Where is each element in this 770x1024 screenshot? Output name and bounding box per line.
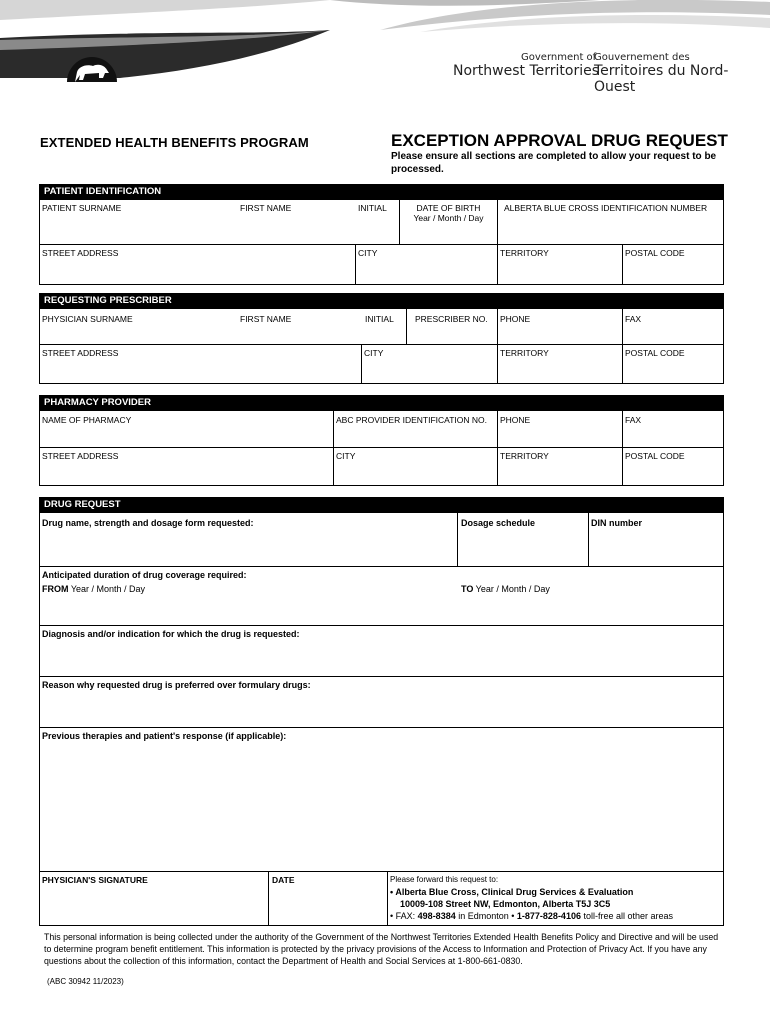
program-title: EXTENDED HEALTH BENEFITS PROGRAM	[40, 135, 309, 150]
pharmacy-territory-label: TERRITORY	[500, 451, 549, 461]
dosage-schedule-field[interactable]	[461, 530, 586, 564]
patient-dob-format: Year / Month / Day	[413, 213, 484, 223]
divider	[622, 410, 623, 486]
prescriber-street-field[interactable]	[42, 358, 358, 382]
physician-initial-field[interactable]	[365, 324, 403, 342]
prescriber-no-field[interactable]	[410, 324, 495, 342]
prescriber-postal-label: POSTAL CODE	[625, 348, 685, 358]
pharmacy-phone-label: PHONE	[500, 415, 531, 425]
prescriber-fax-field[interactable]	[625, 324, 722, 342]
to-label	[461, 584, 550, 594]
patient-first-name-field[interactable]	[240, 212, 350, 242]
pharmacy-city-field[interactable]	[336, 461, 495, 484]
prescriber-fax-label: FAX	[625, 314, 642, 324]
pharmacy-name-label: NAME OF PHARMACY	[42, 415, 132, 425]
divider	[622, 244, 623, 285]
fax-label: FAX:	[395, 911, 418, 921]
physician-first-name-field[interactable]	[240, 324, 360, 342]
pharmacy-postal-label: POSTAL CODE	[625, 451, 685, 461]
divider	[387, 871, 388, 926]
divider	[497, 410, 498, 486]
forward-line-1-text: Alberta Blue Cross, Clinical Drug Services & Evaluation	[395, 887, 634, 897]
forward-line-2: 10009-108 Street NW, Edmonton, Alberta T5J 3C5	[400, 899, 611, 909]
patient-first-name-label: FIRST NAME	[240, 203, 292, 213]
diagnosis-label: Diagnosis and/or indication for which the drug is requested:	[42, 629, 300, 639]
prescriber-no-label: PRESCRIBER NO.	[415, 314, 488, 324]
privacy-notice: This personal information is being collected under the authority of the Government of the Northwest Territories Extended Health Benefits Policy and Directive and will be used to determine program benefit entitlement. This information is protected by the privacy provisions of the Access to Information and Protection of Privacy Act. If you have any questions about the collection of this information, contact the Department of Health and Social Services at 1-800-661-0830.	[44, 932, 719, 966]
gov-fr-big: Territoires du Nord-Ouest	[594, 63, 729, 95]
din-number-label: DIN number	[591, 518, 643, 528]
divider	[39, 625, 724, 626]
divider	[39, 727, 724, 728]
prescriber-phone-label: PHONE	[500, 314, 531, 324]
pharmacy-name-field[interactable]	[42, 425, 330, 445]
forward-line-1: • Alberta Blue Cross, Clinical Drug Services & Evaluation	[390, 887, 634, 897]
pharmacy-postal-field[interactable]	[625, 461, 722, 484]
prescriber-city-field[interactable]	[364, 358, 495, 382]
physician-first-name-label: FIRST NAME	[240, 314, 292, 324]
patient-dob-label: DATE OF BIRTH	[416, 203, 481, 213]
prescriber-phone-field[interactable]	[500, 324, 620, 342]
nwt-bear-logo	[63, 42, 121, 82]
divider	[333, 410, 334, 486]
patient-street-label: STREET ADDRESS	[42, 248, 119, 258]
divider	[355, 244, 356, 285]
patient-street-field[interactable]	[42, 258, 352, 283]
pharmacy-street-field[interactable]	[42, 461, 330, 484]
patient-territory-label: TERRITORY	[500, 248, 549, 258]
pharmacy-territory-field[interactable]	[500, 461, 620, 484]
gov-fr-big-wrap	[594, 63, 770, 95]
abc-provider-label: ABC PROVIDER IDENTIFICATION NO.	[336, 415, 487, 425]
from-date-field[interactable]	[42, 596, 452, 623]
prescriber-territory-label: TERRITORY	[500, 348, 549, 358]
patient-section-heading: PATIENT IDENTIFICATION	[39, 184, 724, 199]
dosage-schedule-label: Dosage schedule	[461, 518, 536, 528]
prescriber-postal-field[interactable]	[625, 358, 722, 382]
divider	[497, 199, 498, 285]
divider	[497, 308, 498, 384]
signature-label: PHYSICIAN'S SIGNATURE	[42, 875, 148, 885]
forward-list	[390, 886, 673, 922]
gov-en-small: Government of	[521, 52, 597, 63]
pharmacy-fax-field[interactable]	[625, 425, 722, 445]
divider	[39, 676, 724, 677]
drug-section-heading: DRUG REQUEST	[39, 497, 724, 512]
fax-mid: in Edmonton •	[455, 911, 517, 921]
date-field[interactable]	[272, 887, 385, 924]
physician-surname-field[interactable]	[42, 324, 232, 342]
pharmacy-fax-label: FAX	[625, 415, 642, 425]
duration-label: Anticipated duration of drug coverage required:	[42, 570, 247, 580]
patient-postal-field[interactable]	[625, 258, 722, 283]
from-keyword: FROM	[42, 584, 69, 594]
instruction-note: Please ensure all sections are completed to allow your request to be processed.	[391, 151, 717, 175]
pharmacy-street-label: STREET ADDRESS	[42, 451, 119, 461]
divider	[406, 308, 407, 344]
fax-number: 498-8384	[417, 911, 456, 921]
gov-fr-small: Gouvernement des	[594, 52, 690, 63]
divider	[622, 308, 623, 384]
divider	[39, 566, 724, 567]
pharmacy-phone-field[interactable]	[500, 425, 620, 445]
prescriber-city-label: CITY	[364, 348, 384, 358]
to-format: Year / Month / Day	[473, 584, 550, 594]
patient-surname-field[interactable]	[42, 212, 232, 242]
from-format: Year / Month / Day	[68, 584, 146, 594]
forward-intro: Please forward this request to:	[390, 875, 499, 884]
abc-provider-field[interactable]	[336, 425, 495, 445]
drug-name-label: Drug name, strength and dosage form requested:	[42, 518, 254, 528]
previous-therapies-label: Previous therapies and patient's response (if applicable):	[42, 731, 287, 741]
diagnosis-field[interactable]	[42, 641, 722, 674]
abc-id-label: ALBERTA BLUE CROSS IDENTIFICATION NUMBER	[504, 203, 708, 213]
physician-surname-label: PHYSICIAN SURNAME	[42, 314, 133, 324]
form-title: EXCEPTION APPROVAL DRUG REQUEST	[391, 131, 728, 150]
reason-field[interactable]	[42, 692, 722, 725]
forward-fax-line: • FAX: 498-8384 in Edmonton • 1-877-828-4106 toll-free all other areas	[390, 911, 674, 921]
tollfree-tail: toll-free all other areas	[580, 911, 674, 921]
patient-city-label: CITY	[358, 248, 378, 258]
din-number-field[interactable]	[591, 530, 722, 564]
previous-therapies-field[interactable]	[42, 743, 722, 869]
gov-en-big-wrap	[453, 63, 599, 79]
from-label	[42, 584, 145, 594]
patient-initial-field[interactable]	[358, 212, 396, 242]
divider	[39, 871, 724, 872]
to-date-field[interactable]	[461, 596, 721, 623]
signature-field[interactable]	[42, 887, 266, 924]
prescriber-territory-field[interactable]	[500, 358, 620, 382]
divider	[268, 871, 269, 926]
pharmacy-city-label: CITY	[336, 451, 356, 461]
patient-city-field[interactable]	[358, 258, 495, 283]
patient-initial-label: INITIAL	[358, 203, 387, 213]
drug-name-field[interactable]	[42, 530, 454, 564]
patient-dob-field[interactable]	[400, 224, 496, 243]
pharmacy-section-heading: PHARMACY PROVIDER	[39, 395, 724, 410]
physician-initial-label: INITIAL	[365, 314, 394, 324]
prescriber-section-heading: REQUESTING PRESCRIBER	[39, 293, 724, 308]
gov-en-big: Northwest Territories	[453, 63, 600, 79]
to-keyword: TO	[461, 584, 474, 594]
patient-postal-label: POSTAL CODE	[625, 248, 685, 258]
divider	[361, 344, 362, 384]
prescriber-street-label: STREET ADDRESS	[42, 348, 119, 358]
reason-label: Reason why requested drug is preferred over formulary drugs:	[42, 680, 311, 690]
divider	[588, 512, 589, 566]
gov-fr-wordmark	[594, 52, 690, 63]
gov-en-wordmark	[521, 52, 596, 63]
date-label: DATE	[272, 875, 295, 885]
divider	[457, 512, 458, 566]
abc-id-field[interactable]	[500, 214, 722, 243]
tollfree-number: 1-877-828-4106	[516, 911, 581, 921]
form-code: (ABC 30942 11/2023)	[47, 977, 124, 986]
patient-surname-label: PATIENT SURNAME	[42, 203, 122, 213]
patient-territory-field[interactable]	[500, 258, 620, 283]
